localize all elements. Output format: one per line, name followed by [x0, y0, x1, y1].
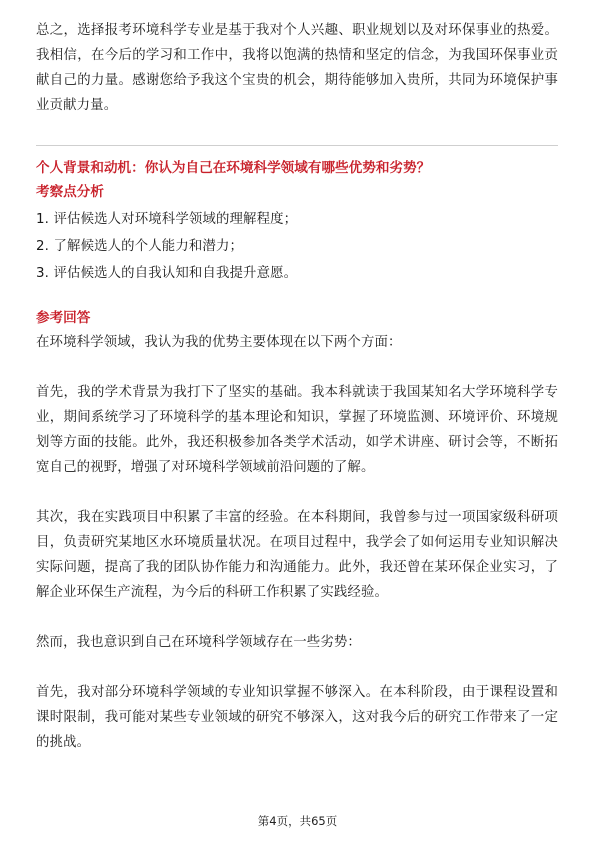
paragraph-gap — [36, 605, 558, 630]
answer-title: 参考回答 — [36, 310, 91, 326]
answer-paragraph-1: 在环境科学领域，我认为我的优势主要体现在以下两个方面： — [36, 335, 402, 350]
answer-paragraph-2: 首先，我的学术背景为我打下了坚实的基础。我本科就读于我国某知名大学环境科学专业，期间系统学习了环境科学的基本理论和知识，掌握了环境监测、环境评价、环境规划等方面的技能。此外，我还积极参加各类学术活动，如学术讲座、研讨会等，不断拓宽自己的视野，增强了对环境科学领域前沿问题的了解。 — [36, 385, 558, 475]
question-heading: 个人背景和动机：你认为自己在环境科学领域有哪些优势和劣势？ — [36, 160, 431, 176]
analysis-title: 考察点分析 — [36, 184, 104, 200]
page-number-footer: 第4页，共65页 — [257, 814, 338, 828]
answer-paragraph-3: 其次，我在实践项目中积累了丰富的经验。在本科期间，我曾参与过一项国家级科研项目，负责研究某地区水环境质量状况。在项目过程中，我学会了如何运用专业知识解决实际问题，提高了我的团队协作能力和沟通能力。此外，我还曾在某环保企业实习，了解企业环保生产流程，为今后的科研工作积累了实践经验。 — [36, 510, 558, 600]
analysis-item-2: 2. 了解候选人的个人能力和潜力； — [36, 239, 244, 254]
paragraph-gap — [36, 655, 558, 680]
answer-paragraph-5: 首先，我对部分环境科学领域的专业知识掌握不够深入。在本科阶段，由于课程设置和课时限制，我可能对某些专业领域的研究不够深入，这对我今后的研究工作带来了一定的挑战。 — [36, 685, 558, 750]
section-divider — [36, 145, 558, 146]
paragraph-gap — [36, 355, 558, 380]
paragraph-gap — [36, 480, 558, 505]
answer-paragraph-4: 然而，我也意识到自己在环境科学领域存在一些劣势： — [36, 635, 361, 650]
answer-body — [36, 330, 558, 755]
analysis-item-3: 3. 评估候选人的自我认知和自我提升意愿。 — [36, 266, 298, 281]
analysis-item-1: 1. 评估候选人对环境科学领域的理解程度； — [36, 212, 298, 227]
analysis-list — [36, 206, 558, 287]
intro-paragraph: 总之，选择报考环境科学专业是基于我对个人兴趣、职业规划以及对环保事业的热爱。我相信，在今后的学习和工作中，我将以饱满的热情和坚定的信念，为我国环保事业贡献自己的力量。感谢您给予我这个宝贵的机会，期待能够加入贵所，共同为环境保护事业贡献力量。 — [36, 23, 558, 113]
